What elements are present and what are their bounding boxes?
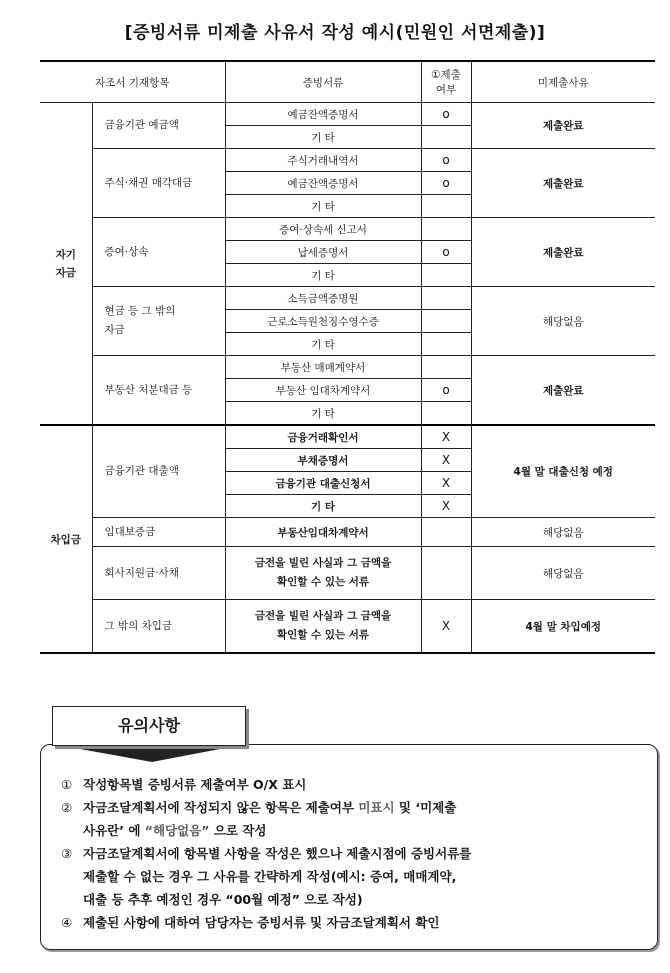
doc-cell: 기 타 — [225, 495, 421, 518]
mark-cell: o — [421, 103, 471, 126]
table-row — [40, 425, 655, 449]
table-row — [40, 218, 655, 241]
mark-cell — [421, 518, 471, 547]
notice-item-1: ① 작성항목별 증빙서류 제출여부 O/X 표시 — [61, 777, 307, 792]
item-loan: 금융기관 대출액 — [92, 425, 225, 518]
mark-cell — [421, 356, 471, 379]
header-item: 자조서 기재항목 — [40, 61, 225, 103]
item-realestate: 부동산 처분대금 등 — [92, 356, 225, 426]
doc-cell: 금전을 빌린 사실과 그 금액을 확인할 수 있는 서류 — [225, 600, 421, 654]
mark-cell — [421, 264, 471, 287]
doc-cell: 기 타 — [225, 126, 421, 149]
doc-cell: 기 타 — [225, 402, 421, 426]
doc-cell: 예금잔액증명서 — [225, 103, 421, 126]
mark-cell — [421, 310, 471, 333]
reason-cell: 해당없음 — [471, 547, 655, 600]
notice-box — [40, 744, 658, 950]
item-deposit-guarantee: 임대보증금 — [92, 518, 225, 547]
table-row — [40, 103, 655, 126]
mark-cell — [421, 402, 471, 426]
notice-item-3: ③ 자금조달계획서에 항목별 사항을 작성은 했으나 제출시점에 증빙서류를 제출할 수 없는 경우 그 사유를 간략하게 작성(예시: 증여, 매매계약, 대출 등 추후 예정인 경우 “00월 예정” 으로 작성) — [61, 846, 472, 907]
item-company: 회사지원금·사채 — [92, 547, 225, 600]
table-row — [40, 547, 655, 600]
reason-cell: 제출완료 — [471, 103, 655, 149]
reason-cell: 제출완료 — [471, 356, 655, 426]
header-submitted: ①제출 여부 — [421, 61, 471, 103]
table-row — [40, 287, 655, 310]
notice-item-2: ② 자금조달계획서에 작성되지 않은 항목은 제출여부 미표시 및 ‘미제출 사유란’ 에 “해당없음” 으로 작성 — [61, 800, 457, 838]
doc-cell: 예금잔액증명서 — [225, 172, 421, 195]
item-other-borrow: 그 밖의 차입금 — [92, 600, 225, 654]
table-row — [40, 518, 655, 547]
document-table — [40, 60, 655, 654]
mark-cell — [421, 126, 471, 149]
item-deposit: 금융기관 예금액 — [92, 103, 225, 149]
item-cash: 현금 등 그 밖의 자금 — [92, 287, 225, 356]
table-row — [40, 149, 655, 172]
doc-cell: 납세증명서 — [225, 241, 421, 264]
doc-cell: 소득금액증명원 — [225, 287, 421, 310]
notice-title-tab: 유의사항 — [52, 706, 246, 746]
doc-cell: 부동산 매매계약서 — [225, 356, 421, 379]
reason-cell: 제출완료 — [471, 149, 655, 218]
table-row — [40, 600, 655, 654]
doc-cell: 근로소득원천징수영수증 — [225, 310, 421, 333]
mark-cell: o — [421, 172, 471, 195]
reason-cell: 4월 말 대출신청 예정 — [471, 425, 655, 518]
reason-cell: 4월 말 차입예정 — [471, 600, 655, 654]
reason-cell: 해당없음 — [471, 287, 655, 356]
item-stock: 주식·채권 매각대금 — [92, 149, 225, 218]
group-borrowed: 차입금 — [40, 425, 92, 653]
mark-cell — [421, 547, 471, 600]
mark-cell: o — [421, 149, 471, 172]
doc-cell: 금전을 빌린 사실과 그 금액을 확인할 수 있는 서류 — [225, 547, 421, 600]
mark-cell — [421, 218, 471, 241]
item-gift: 증여·상속 — [92, 218, 225, 287]
header-docs: 증빙서류 — [225, 61, 421, 103]
doc-cell: 부채증명서 — [225, 449, 421, 472]
notice-item-4: ④ 제출된 사항에 대하여 담당자는 증빙서류 및 자금조달계획서 확인 — [61, 915, 440, 930]
mark-cell — [421, 195, 471, 218]
doc-cell: 기 타 — [225, 195, 421, 218]
mark-cell: X — [421, 449, 471, 472]
doc-cell: 금융기관 대출신청서 — [225, 472, 421, 495]
doc-cell: 기 타 — [225, 333, 421, 356]
page-title: [증빙서류 미제출 사유서 작성 예시(민원인 서면제출)] — [124, 23, 546, 43]
header-reason: 미제출사유 — [471, 61, 655, 103]
doc-cell: 부동산임대차계약서 — [225, 518, 421, 547]
doc-cell: 부동산 임대차계약서 — [225, 379, 421, 402]
notice-arrow-icon — [52, 744, 246, 762]
mark-cell: X — [421, 495, 471, 518]
mark-cell: X — [421, 425, 471, 449]
mark-cell: X — [421, 600, 471, 654]
doc-cell: 금융거래확인서 — [225, 425, 421, 449]
mark-cell — [421, 333, 471, 356]
mark-cell: X — [421, 472, 471, 495]
mark-cell: o — [421, 241, 471, 264]
table-row — [40, 356, 655, 379]
reason-cell: 제출완료 — [471, 218, 655, 287]
group-own-funds: 자기 자금 — [40, 103, 92, 426]
mark-cell — [421, 287, 471, 310]
doc-cell: 주식거래내역서 — [225, 149, 421, 172]
reason-cell: 해당없음 — [471, 518, 655, 547]
table-header-row — [40, 61, 655, 103]
doc-cell: 기 타 — [225, 264, 421, 287]
doc-cell: 증여·상속세 신고서 — [225, 218, 421, 241]
mark-cell: o — [421, 379, 471, 402]
